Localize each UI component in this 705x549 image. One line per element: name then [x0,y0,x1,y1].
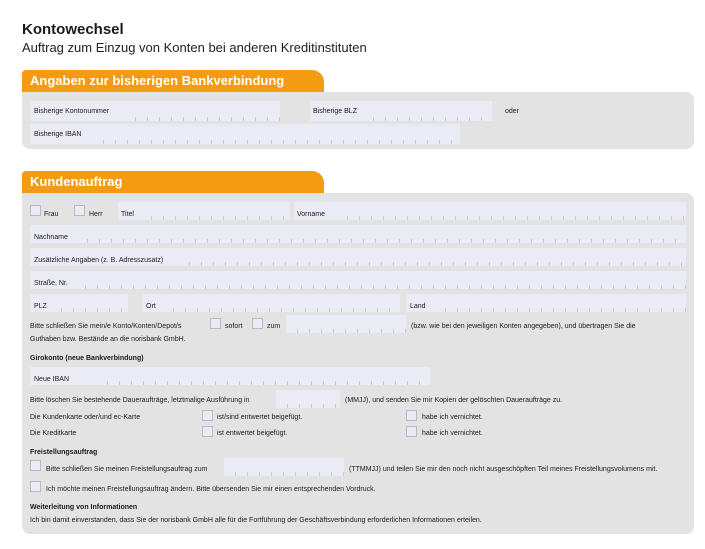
strasse-input[interactable] [74,271,686,289]
land-label: Land [410,303,426,310]
close-date-input[interactable] [286,315,406,333]
kontonummer-label: Bisherige Kontonummer [34,108,110,115]
ec-label: Die Kundenkarte oder/und ec-Karte [30,414,141,421]
titel-label: Titel [121,211,134,218]
dauer-text-2: (MMJJ), und senden Sie mir Kopien der gelöschten Daueraufträge zu. [345,397,563,404]
frei-close-checkbox[interactable] [30,460,41,471]
zum-label: zum [267,323,281,330]
frau-label: Frau [44,211,59,218]
weiter-heading: Weiterleitung von Informationen [30,504,138,511]
page-title: Kontowechsel [22,21,124,38]
land-input[interactable] [434,294,686,312]
dauer-text-1: Bitte löschen Sie bestehende Daueraufträge, letztmalige Ausführung in [30,397,250,404]
ort-input[interactable] [162,294,400,312]
ec-entwertet-label: ist/sind entwertet beigefügt. [217,414,303,421]
close-text-1: Bitte schließen Sie mein/e Konto/Konten/Depot/s [30,323,182,330]
kredit-vernichtet-checkbox[interactable] [406,426,417,437]
dauer-date-input[interactable] [276,390,340,408]
kontonummer-input[interactable] [124,101,280,121]
ec-vernichtet-checkbox[interactable] [406,410,417,421]
oder-label: oder [505,108,520,115]
sofort-checkbox[interactable] [210,318,221,329]
nachname-input[interactable] [76,225,686,243]
frei-change-checkbox[interactable] [30,481,41,492]
close-text-3: Guthaben bzw. Bestände an die norisbank GmbH. [30,336,186,343]
blz-input[interactable] [362,101,492,121]
kredit-label: Die Kreditkarte [30,430,77,437]
blz-label: Bisherige BLZ [313,108,357,115]
ec-entwertet-checkbox[interactable] [202,410,213,421]
zum-checkbox[interactable] [252,318,263,329]
sofort-label: sofort [225,323,243,330]
nachname-label: Nachname [34,234,68,241]
frau-checkbox[interactable] [30,205,41,216]
plz-input[interactable] [50,294,128,312]
section-kunden-panel [22,193,694,534]
plz-label: PLZ [34,303,47,310]
close-text-2: (bzw. wie bei den jeweiligen Konten angegeben), und übertragen Sie die [411,323,636,330]
titel-input[interactable] [140,202,290,220]
vorname-input[interactable] [336,202,686,220]
frei-date-input[interactable] [224,458,344,476]
zusatz-input[interactable] [178,248,686,266]
frei-text-1: Bitte schließen Sie meinen Freistellungsauftrag zum [46,466,208,473]
frei-heading: Freistellungsauftrag [30,449,98,456]
section-kunden-tab: Kundenauftrag [22,171,324,193]
strasse-label: Straße, Nr. [34,280,68,287]
neue-iban-label: Neue IBAN [34,376,70,383]
giro-heading: Girokonto (neue Bankverbindung) [30,355,144,362]
weiter-text: Ich bin damit einverstanden, dass Sie der norisbank GmbH alle für die Fortführung der Geschäftsverbindung erforderlichen Informationen erteilen. [30,517,482,524]
ec-vernichtet-label: habe ich vernichtet. [422,414,483,421]
vorname-label: Vorname [297,211,326,218]
herr-label: Herr [89,211,103,218]
frei-text-2: (TTMMJJ) und teilen Sie mir den noch nicht ausgeschöpften Teil meines Freistellungsvolumens mit. [349,466,658,473]
neue-iban-input[interactable] [96,367,430,385]
kredit-entwertet-checkbox[interactable] [202,426,213,437]
zusatz-label: Zusätzliche Angaben (z. B. Adresszusatz) [34,257,164,264]
frei-text-3: Ich möchte meinen Freistellungsauftrag ändern. Bitte übersenden Sie mir einen entsprechenden Vordruck. [46,486,376,493]
ort-label: Ort [146,303,156,310]
page-subtitle: Auftrag zum Einzug von Konten bei anderen Kreditinstituten [22,40,367,55]
section-bank-tab: Angaben zur bisherigen Bankverbindung [22,70,324,92]
herr-checkbox[interactable] [74,205,85,216]
iban-label: Bisherige IBAN [34,131,82,138]
kredit-vernichtet-label: habe ich vernichtet. [422,430,483,437]
iban-input[interactable] [92,124,460,144]
kredit-entwertet-label: ist entwertet beigefügt. [217,430,288,437]
